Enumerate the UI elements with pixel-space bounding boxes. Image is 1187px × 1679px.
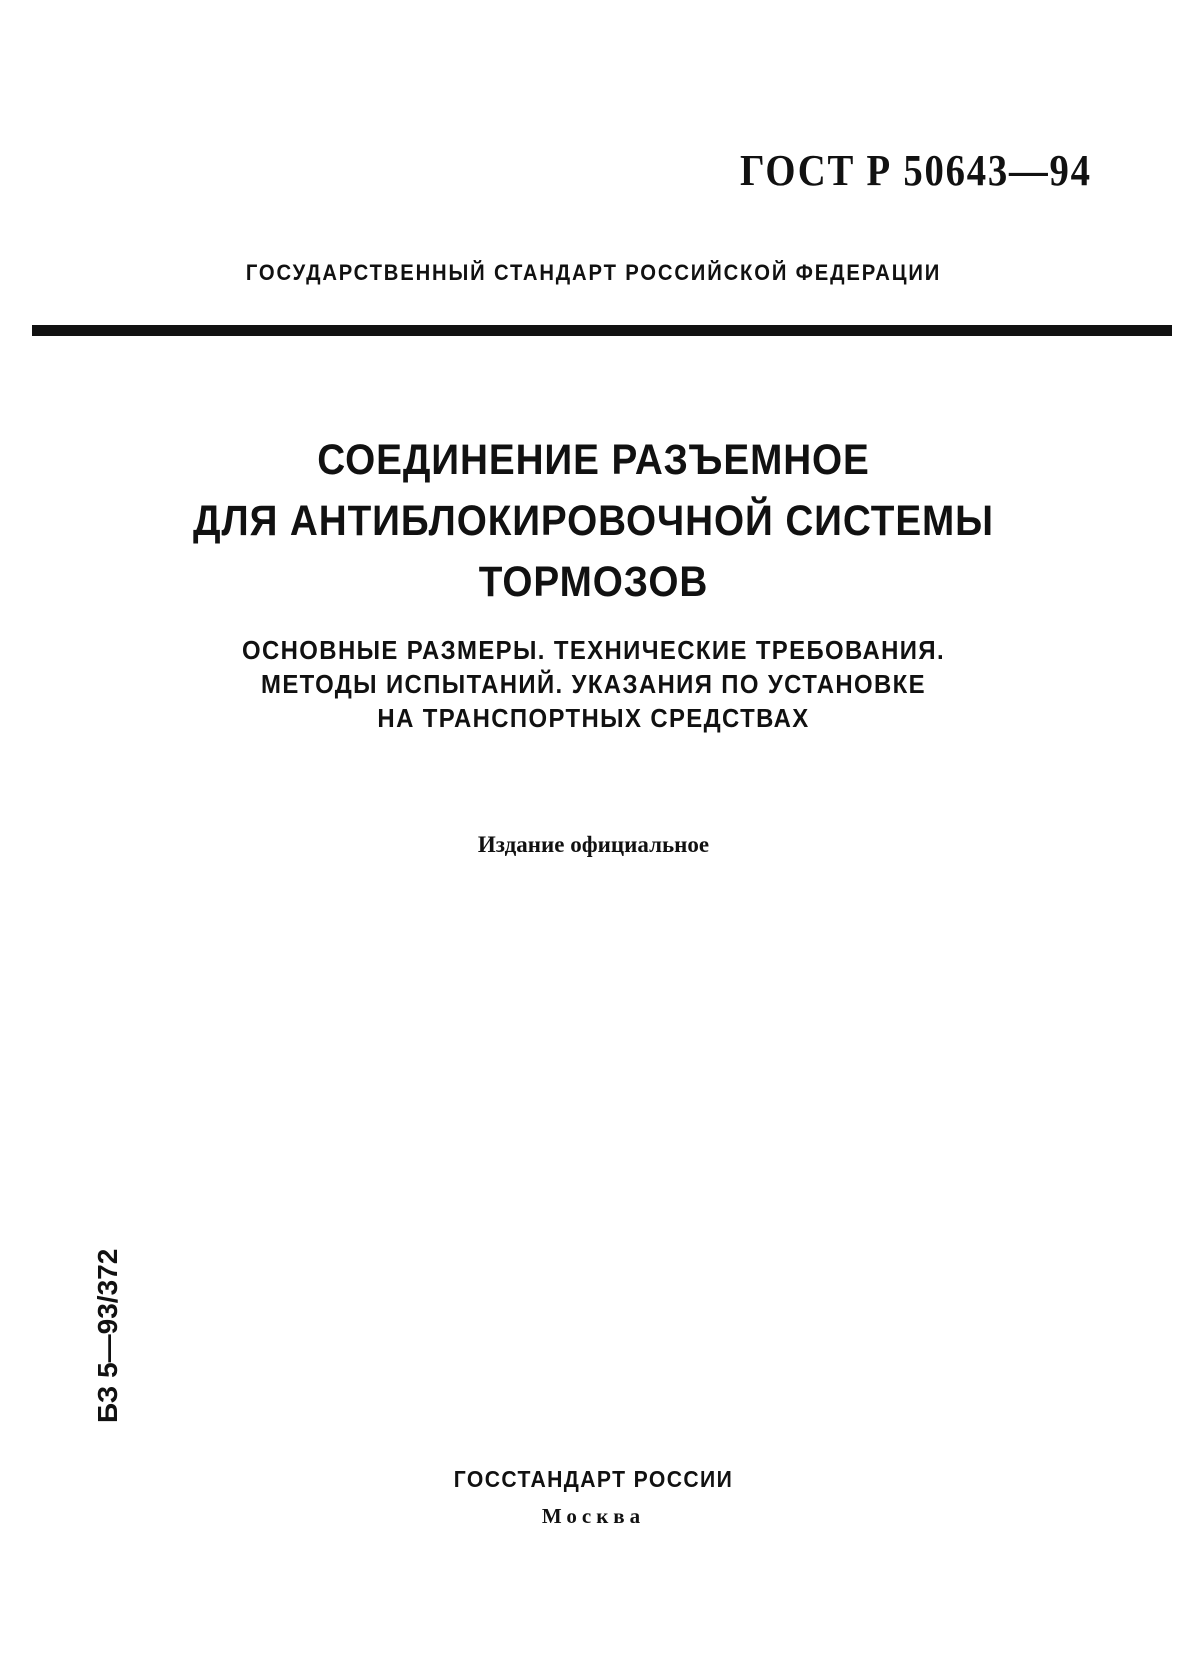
title-line: ДЛЯ АНТИБЛОКИРОВОЧНОЙ СИСТЕМЫ (193, 497, 994, 545)
title-line: СОЕДИНЕНИЕ РАЗЪЕМНОЕ (317, 436, 870, 484)
publisher-city: Москва (541, 1504, 646, 1528)
title-line: ТОРМОЗОВ (478, 558, 709, 606)
publisher: ГОССТАНДАРТ РОССИИ (453, 1466, 734, 1492)
document-title (59, 430, 1127, 613)
side-code: БЗ 5—93/372 (92, 1248, 123, 1423)
subtitle-line: НА ТРАНСПОРТНЫХ СРЕДСТВАХ (377, 703, 810, 733)
edition-label: Издание официальное (477, 832, 710, 857)
header-divider (32, 325, 1172, 336)
subtitle-line: ОСНОВНЫЕ РАЗМЕРЫ. ТЕХНИЧЕСКИЕ ТРЕБОВАНИЯ. (242, 635, 945, 665)
document-subtitle (47, 633, 1139, 735)
standard-number: ГОСТ Р 50643—94 (740, 146, 1092, 195)
standard-header: ГОСУДАРСТВЕННЫЙ СТАНДАРТ РОССИЙСКОЙ ФЕДЕРАЦИИ (245, 260, 942, 285)
subtitle-line: МЕТОДЫ ИСПЫТАНИЙ. УКАЗАНИЯ ПО УСТАНОВКЕ (261, 669, 926, 699)
